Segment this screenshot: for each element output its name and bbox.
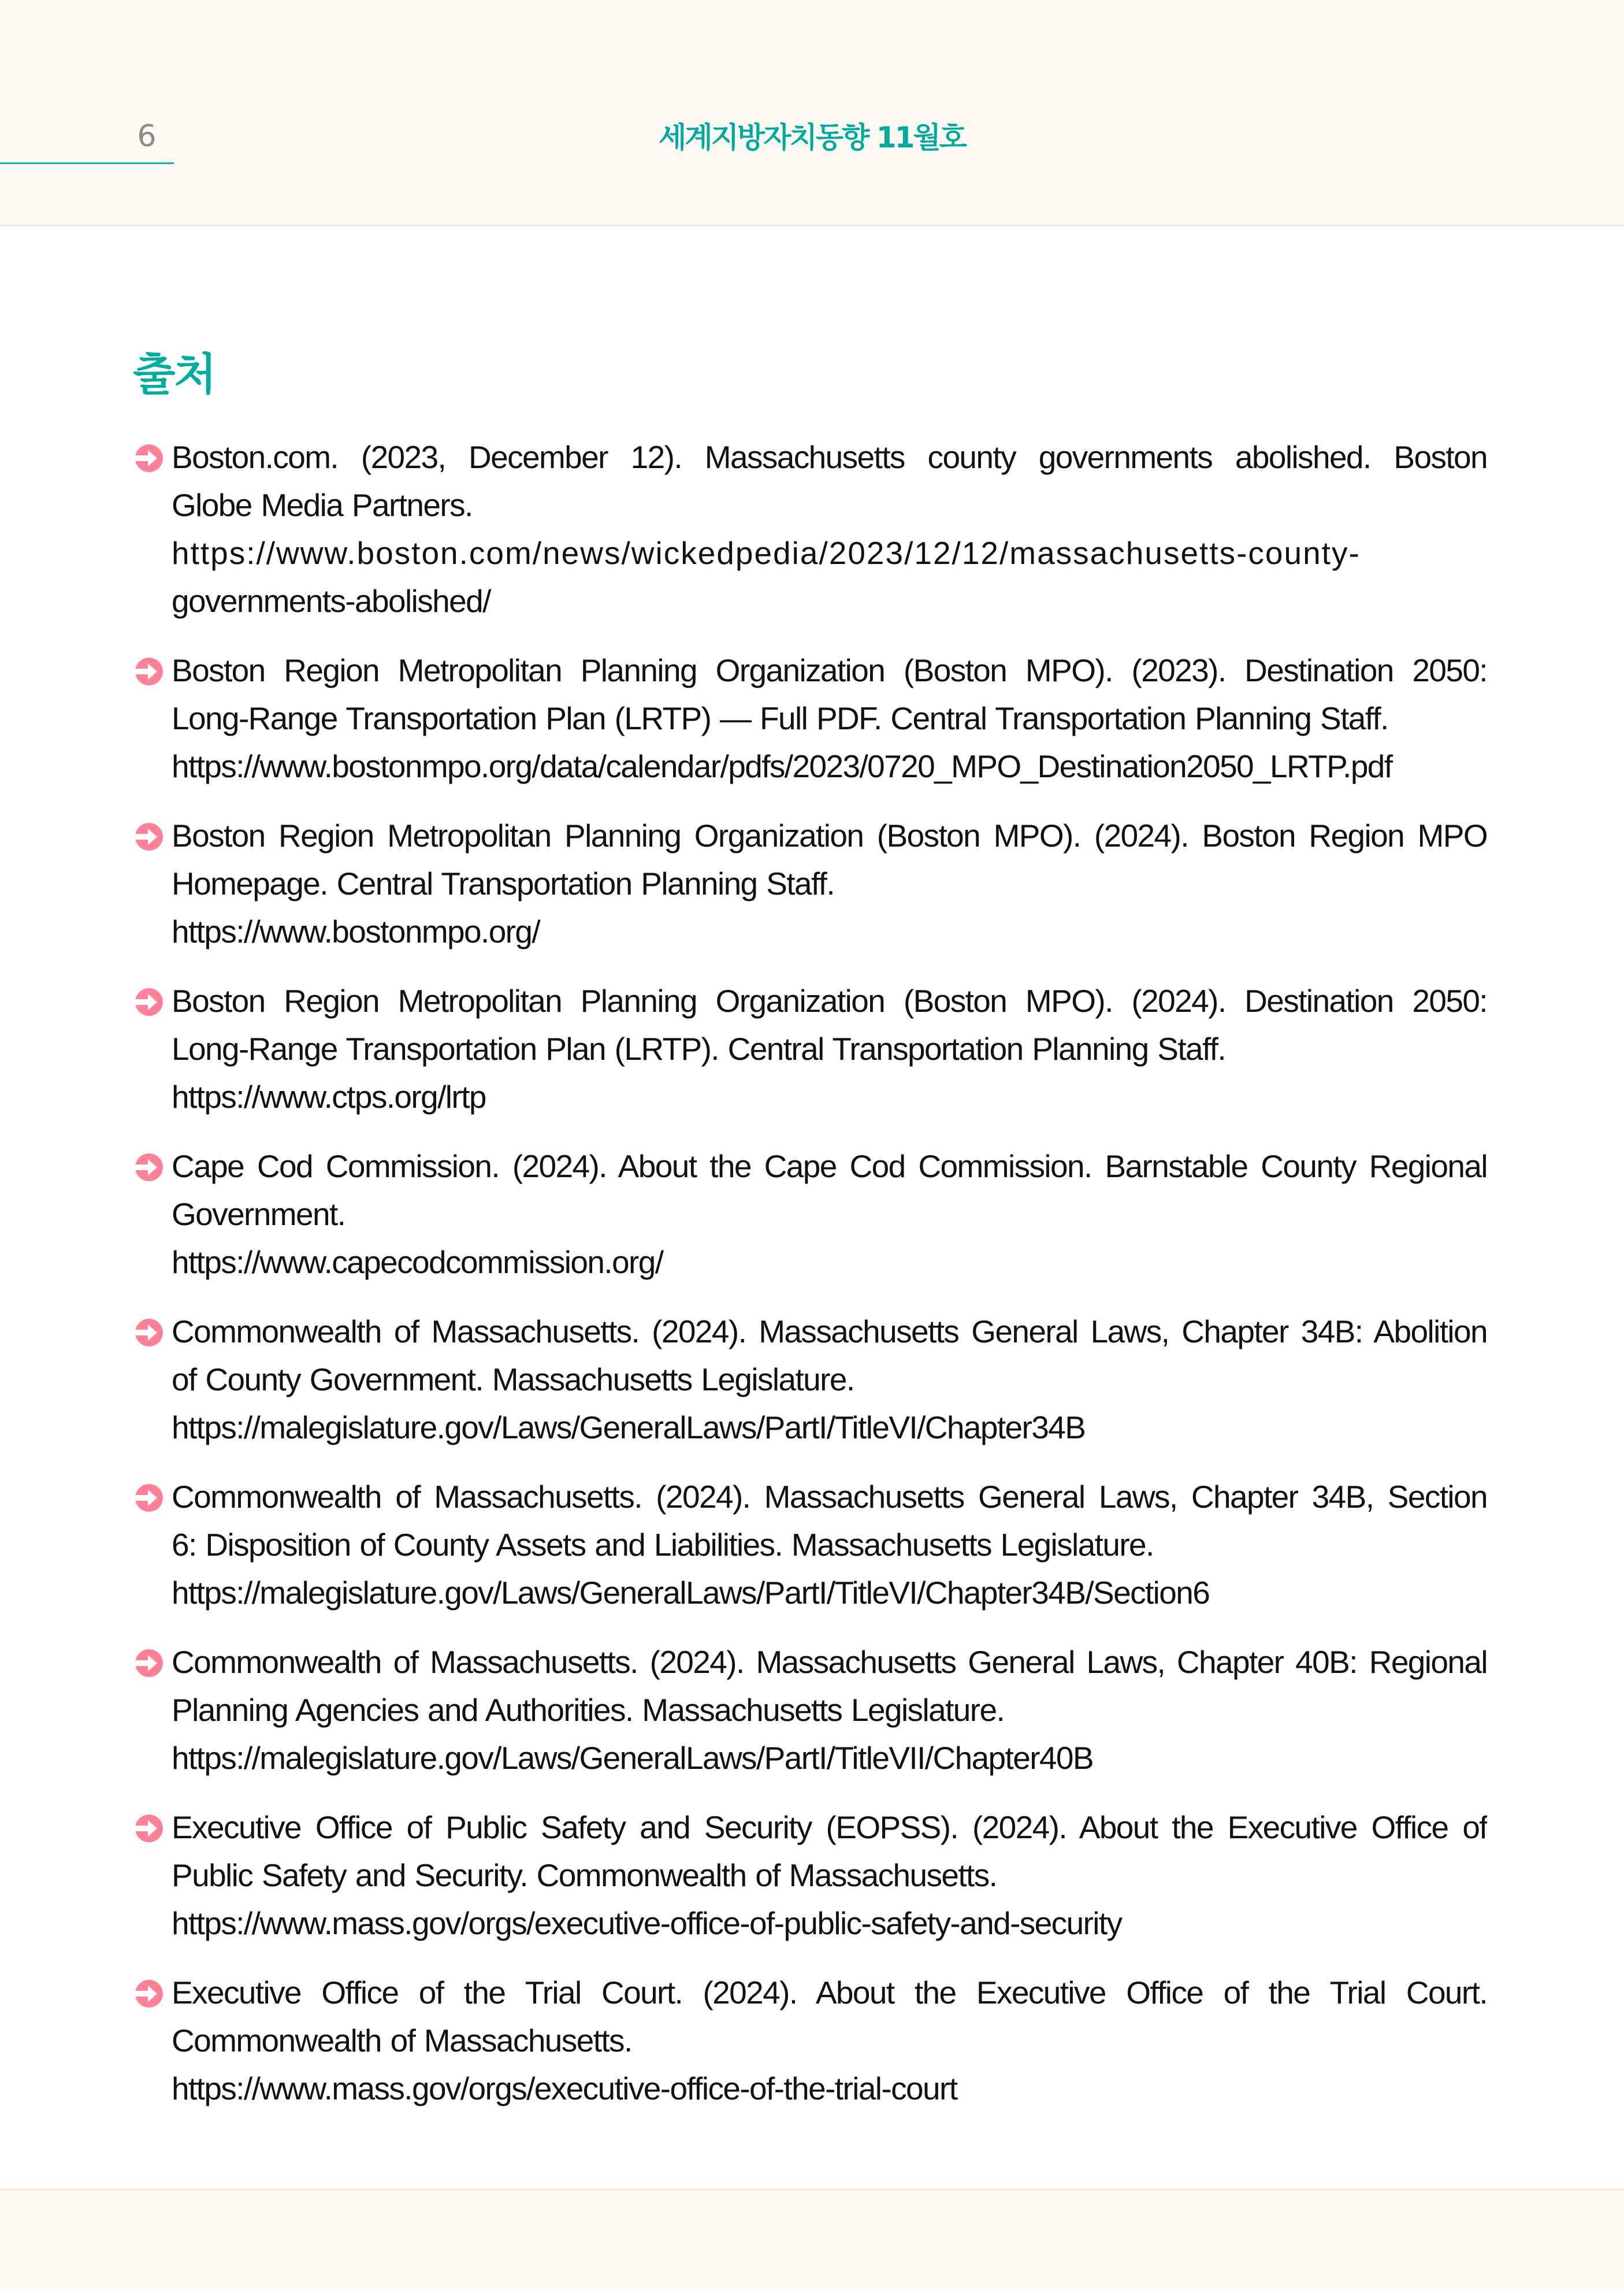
reference-text xyxy=(172,812,1487,956)
reference-citation-line: Globe Media Partners. xyxy=(172,487,473,523)
reference-citation-line: Homepage. Central Transportation Planning Staff. xyxy=(172,866,835,901)
page-number: 6 xyxy=(137,119,157,154)
reference-item-4 xyxy=(135,977,1487,1121)
reference-text xyxy=(172,1638,1487,1782)
reference-url[interactable]: https://malegislature.gov/Laws/GeneralLaws/PartI/TitleVI/Chapter34B/Section6 xyxy=(172,1575,1210,1611)
reference-url[interactable]: https://www.ctps.org/lrtp xyxy=(172,1079,486,1115)
reference-citation-line: Commonwealth of Massachusetts. (2024). Massachusetts General Laws, Chapter 40B: Regional xyxy=(172,1644,1487,1680)
arrow-right-circle-icon xyxy=(135,1484,163,1512)
reference-text xyxy=(172,1142,1487,1286)
reference-citation-line: Commonwealth of Massachusetts. xyxy=(172,2023,632,2058)
arrow-right-circle-icon xyxy=(135,1649,163,1677)
reference-url[interactable]: https://www.bostonmpo.org/data/calendar/pdfs/2023/0720_MPO_Destination2050_LRTP.pdf xyxy=(172,748,1392,784)
reference-url[interactable]: https://www.boston.com/news/wickedpedia/2023/12/12/massachusetts-county- xyxy=(172,535,1361,571)
reference-citation-line: Cape Cod Commission. (2024). About the Cape Cod Commission. Barnstable County Regional xyxy=(172,1148,1487,1184)
reference-item-3 xyxy=(135,812,1487,956)
arrow-right-circle-icon xyxy=(135,1980,163,2008)
reference-text xyxy=(172,1308,1487,1452)
reference-item-7 xyxy=(135,1473,1487,1617)
reference-url[interactable]: https://malegislature.gov/Laws/GeneralLaws/PartI/TitleVII/Chapter40B xyxy=(172,1740,1093,1776)
page-footer xyxy=(0,2188,1624,2289)
reference-item-9 xyxy=(135,1804,1487,1947)
reference-citation-line: of County Government. Massachusetts Legislature. xyxy=(172,1361,854,1397)
reference-citation-line: 6: Disposition of County Assets and Liabilities. Massachusetts Legislature. xyxy=(172,1527,1154,1563)
reference-citation-line: Executive Office of the Trial Court. (2024). About the Executive Office of the Trial Court. xyxy=(172,1975,1487,2010)
reference-text xyxy=(172,1473,1487,1617)
reference-citation-line: Planning Agencies and Authorities. Massachusetts Legislature. xyxy=(172,1692,1005,1728)
reference-item-5 xyxy=(135,1142,1487,1286)
reference-item-2 xyxy=(135,647,1487,791)
arrow-right-circle-icon xyxy=(135,1815,163,1842)
reference-citation-line: Government. xyxy=(172,1196,345,1232)
reference-citation-line: Executive Office of Public Safety and Security (EOPSS). (2024). About the Executive Office of xyxy=(172,1809,1487,1845)
reference-url[interactable]: https://www.capecodcommission.org/ xyxy=(172,1244,663,1280)
publication-title: 세계지방자치동향 11월호 xyxy=(659,121,965,154)
arrow-right-circle-icon xyxy=(135,444,163,472)
reference-citation-line: Boston Region Metropolitan Planning Organization (Boston MPO). (2024). Boston Region MPO xyxy=(172,818,1487,854)
reference-url[interactable]: governments-abolished/ xyxy=(172,583,490,619)
reference-url[interactable]: https://malegislature.gov/Laws/GeneralLaws/PartI/TitleVI/Chapter34B xyxy=(172,1409,1086,1445)
reference-citation-line: Commonwealth of Massachusetts. (2024). Massachusetts General Laws, Chapter 34B, Section xyxy=(172,1479,1487,1515)
arrow-right-circle-icon xyxy=(135,823,163,851)
reference-citation-line: Boston Region Metropolitan Planning Organization (Boston MPO). (2023). Destination 2050: xyxy=(172,652,1487,688)
reference-citation-line: Long-Range Transportation Plan (LRTP). Central Transportation Planning Staff. xyxy=(172,1031,1226,1067)
reference-citation-line: Public Safety and Security. Commonwealth of Massachusetts. xyxy=(172,1857,997,1893)
reference-list xyxy=(135,433,1487,2134)
reference-text xyxy=(172,977,1487,1121)
reference-item-8 xyxy=(135,1638,1487,1782)
arrow-right-circle-icon xyxy=(135,1319,163,1346)
reference-text xyxy=(172,433,1487,625)
arrow-right-circle-icon xyxy=(135,658,163,685)
reference-url[interactable]: https://www.mass.gov/orgs/executive-office-of-the-trial-court xyxy=(172,2071,957,2106)
reference-item-6 xyxy=(135,1308,1487,1452)
reference-citation-line: Commonwealth of Massachusetts. (2024). Massachusetts General Laws, Chapter 34B: Abolition xyxy=(172,1314,1487,1349)
arrow-right-circle-icon xyxy=(135,988,163,1016)
reference-url[interactable]: https://www.bostonmpo.org/ xyxy=(172,914,540,949)
reference-text xyxy=(172,1804,1487,1947)
reference-text xyxy=(172,1969,1487,2113)
reference-url[interactable]: https://www.mass.gov/orgs/executive-office-of-public-safety-and-security xyxy=(172,1905,1122,1941)
reference-citation-line: Boston Region Metropolitan Planning Organization (Boston MPO). (2024). Destination 2050: xyxy=(172,983,1487,1019)
reference-item-1 xyxy=(135,433,1487,625)
reference-citation-line: Boston.com. (2023, December 12). Massachusetts county governments abolished. Boston xyxy=(172,439,1487,475)
reference-item-10 xyxy=(135,1969,1487,2113)
reference-text xyxy=(172,647,1487,791)
reference-citation-line: Long-Range Transportation Plan (LRTP) — Full PDF. Central Transportation Planning Staff. xyxy=(172,700,1388,736)
header-accent-rule xyxy=(0,162,174,164)
page-header xyxy=(0,0,1624,227)
section-heading: 출처 xyxy=(133,348,215,400)
arrow-right-circle-icon xyxy=(135,1153,163,1181)
